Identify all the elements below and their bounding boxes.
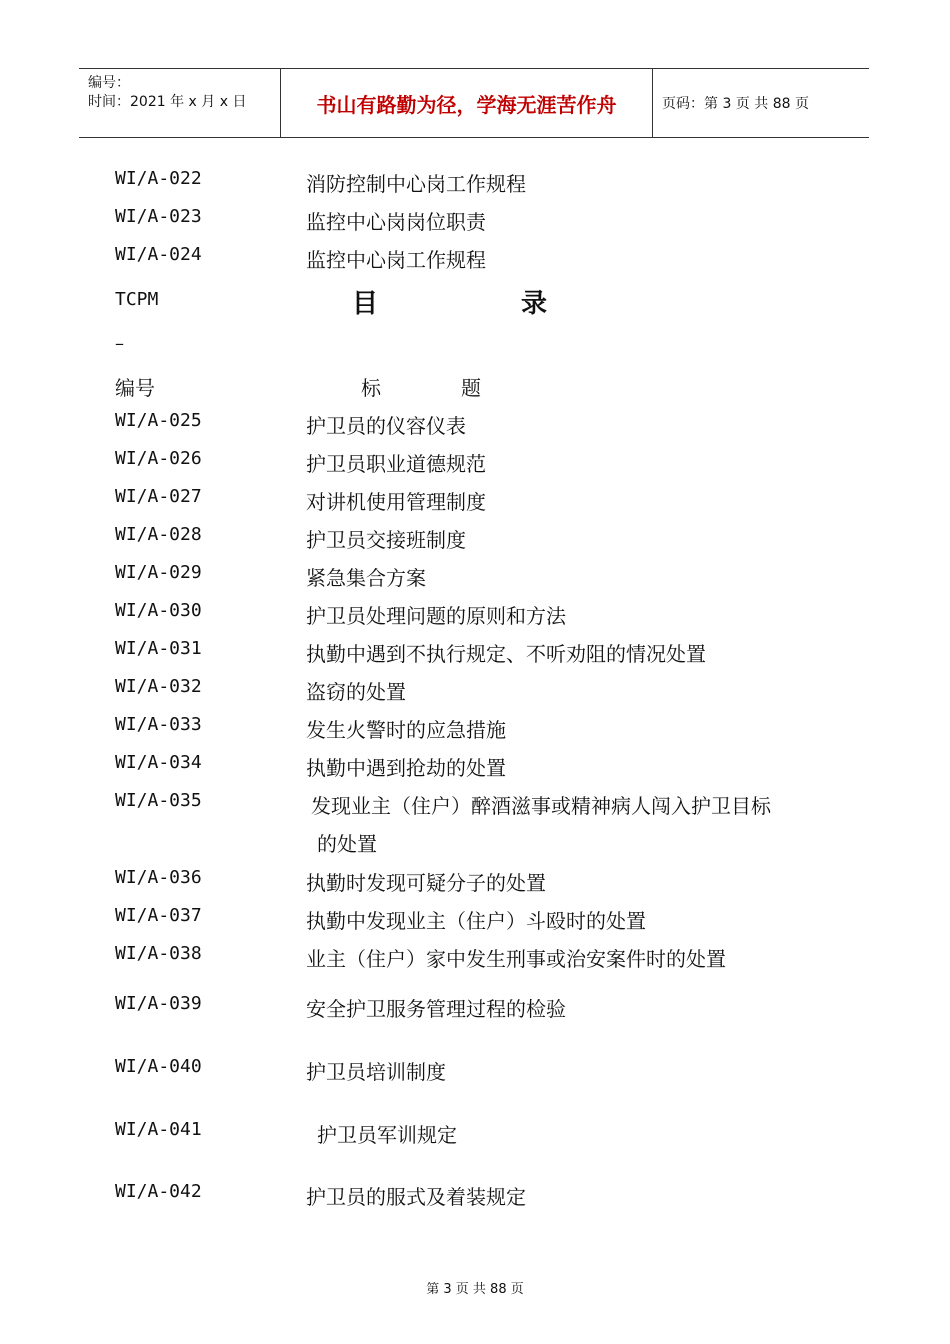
toc-title-char-2: 录 xyxy=(521,289,548,319)
entry-title: 安全护卫服务管理过程的检验 xyxy=(306,997,566,1021)
column-header-code: 编号 xyxy=(115,376,155,400)
entry-code: WI/A-025 xyxy=(115,410,202,431)
entry-title: 监控中心岗工作规程 xyxy=(306,248,486,272)
entry-title-continuation: 的处置 xyxy=(317,832,377,856)
entry-title: 护卫员军训规定 xyxy=(317,1123,457,1147)
entry-title: 护卫员的服式及着装规定 xyxy=(306,1185,526,1209)
entry-title: 发生火警时的应急措施 xyxy=(306,718,506,742)
entry-code: WI/A-034 xyxy=(115,752,202,773)
entry-title: 监控中心岗岗位职责 xyxy=(306,210,486,234)
entry-code: WI/A-035 xyxy=(115,790,202,811)
entry-code: WI/A-041 xyxy=(115,1119,202,1140)
entry-code: WI/A-028 xyxy=(115,524,202,545)
entry-code: WI/A-026 xyxy=(115,448,202,469)
page-footer: 第 3 页 共 88 页 xyxy=(426,1282,524,1297)
entry-code: WI/A-032 xyxy=(115,676,202,697)
entry-title: 执勤时发现可疑分子的处置 xyxy=(306,871,546,895)
time-label: 时间：2021 年 x 月 x 日 xyxy=(88,94,247,110)
entry-code: WI/A-023 xyxy=(115,206,202,227)
entry-code: WI/A-024 xyxy=(115,244,202,265)
entry-title: 护卫员交接班制度 xyxy=(306,528,466,552)
toc-title-char-1: 目 xyxy=(352,289,379,319)
entry-title: 护卫员处理问题的原则和方法 xyxy=(306,604,566,628)
entry-title: 护卫员的仪容仪表 xyxy=(306,414,466,438)
entry-title: 护卫员培训制度 xyxy=(306,1060,446,1084)
column-header-title-a: 标 xyxy=(361,376,381,400)
code-label: 编号： xyxy=(88,75,130,91)
entry-code: WI/A-042 xyxy=(115,1181,202,1202)
entry-code: WI/A-029 xyxy=(115,562,202,583)
entry-title: 紧急集合方案 xyxy=(306,566,426,590)
entry-title: 发现业主（住户）醉酒滋事或精神病人闯入护卫目标 xyxy=(311,794,771,818)
entry-title: 业主（住户）家中发生刑事或治安案件时的处置 xyxy=(306,947,726,971)
entry-title: 执勤中遇到抢劫的处置 xyxy=(306,756,506,780)
header-page-info: 页码：第 3 页 共 88 页 xyxy=(662,96,809,112)
entry-code: WI/A-030 xyxy=(115,600,202,621)
entry-title: 执勤中发现业主（住户）斗殴时的处置 xyxy=(306,909,646,933)
entry-title: 盗窃的处置 xyxy=(306,680,406,704)
entry-code: WI/A-036 xyxy=(115,867,202,888)
toc-prefix: TCPM xyxy=(115,289,159,310)
column-header-title-b: 题 xyxy=(461,376,481,400)
entry-code: WI/A-027 xyxy=(115,486,202,507)
header-meta-cell xyxy=(79,69,281,137)
entry-code: WI/A-022 xyxy=(115,168,202,189)
entry-code: WI/A-037 xyxy=(115,905,202,926)
header-motto: 书山有路勤为径，学海无涯苦作舟 xyxy=(281,69,653,137)
entry-code: WI/A-039 xyxy=(115,993,202,1014)
entry-code: WI/A-033 xyxy=(115,714,202,735)
page-header xyxy=(79,68,869,138)
entry-code: WI/A-038 xyxy=(115,943,202,964)
entry-title: 消防控制中心岗工作规程 xyxy=(306,172,526,196)
toc-dash: – xyxy=(115,333,124,354)
toc-heading xyxy=(115,283,575,319)
entry-title: 护卫员职业道德规范 xyxy=(306,452,486,476)
entry-code: WI/A-031 xyxy=(115,638,202,659)
entry-title: 执勤中遇到不执行规定、不听劝阻的情况处置 xyxy=(306,642,706,666)
entry-title: 对讲机使用管理制度 xyxy=(306,490,486,514)
entry-code: WI/A-040 xyxy=(115,1056,202,1077)
